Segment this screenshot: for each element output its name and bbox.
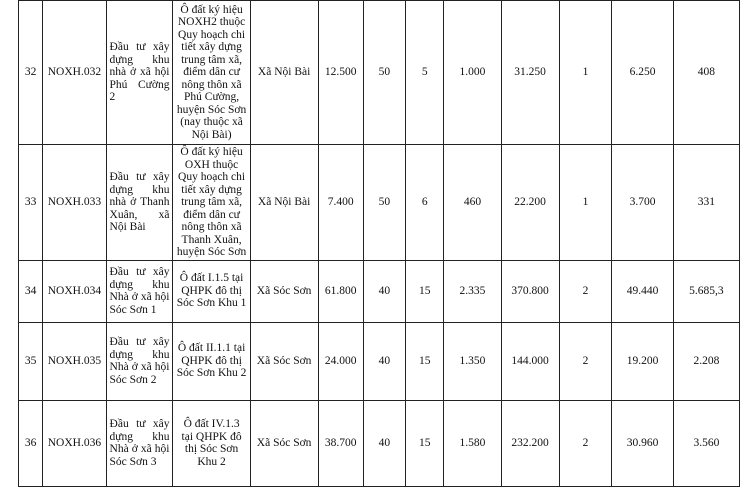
value-col-4: 31.250	[501, 1, 559, 145]
row-number: 35	[19, 322, 43, 400]
value-col-6: 30.960	[612, 400, 674, 486]
table-row	[19, 322, 740, 400]
value-col-5: 1	[559, 1, 612, 145]
value-col-5: 2	[559, 260, 612, 322]
value-col-6: 19.200	[612, 322, 674, 400]
value-col-6: 6.250	[612, 1, 674, 145]
value-col-2: 15	[406, 260, 444, 322]
row-number: 34	[19, 260, 43, 322]
table-row	[19, 400, 740, 486]
value-col-3: 460	[444, 145, 501, 261]
row-number: 33	[19, 145, 43, 261]
project-code: NOXH.036	[43, 400, 106, 486]
project-location: Ô đất IV.1.3 tại QHPK đô thị Sóc Sơn Khu 2	[173, 400, 250, 486]
value-col-7: 5.685,3	[673, 260, 739, 322]
housing-projects-table	[18, 0, 740, 487]
project-code: NOXH.034	[43, 260, 106, 322]
value-col-1: 50	[363, 1, 405, 145]
project-code: NOXH.035	[43, 322, 106, 400]
row-number: 32	[19, 1, 43, 145]
value-col-1: 40	[363, 400, 405, 486]
value-col-4: 232.200	[501, 400, 559, 486]
value-col-4: 22.200	[501, 145, 559, 261]
project-name: Đầu tư xây dựng khu nhà ở Thanh Xuân, xã Nội Bài	[106, 145, 173, 261]
commune-name: Xã Sóc Sơn	[250, 400, 318, 486]
value-col-5: 2	[559, 400, 612, 486]
project-code: NOXH.032	[43, 1, 106, 145]
project-name: Đầu tư xây dựng khu nhà ở xã hội Phú Cường 2	[106, 1, 173, 145]
value-col-2: 6	[406, 145, 444, 261]
project-location: Ô đất ký hiệu NOXH2 thuộc Quy hoạch chi tiết xây dựng trung tâm xã, điểm dân cư nông thôn xã Phú Cường, huyện Sóc Sơn (nay thuộc xã Nội Bài)	[173, 1, 250, 145]
project-code: NOXH.033	[43, 145, 106, 261]
value-col-3: 1.580	[444, 400, 501, 486]
land-area: 12.500	[318, 1, 363, 145]
value-col-1: 50	[363, 145, 405, 261]
project-location: Ô đất I.1.5 tại QHPK đô thị Sóc Sơn Khu 1	[173, 260, 250, 322]
value-col-5: 2	[559, 322, 612, 400]
value-col-2: 5	[406, 1, 444, 145]
value-col-5: 1	[559, 145, 612, 261]
value-col-7: 3.560	[673, 400, 739, 486]
land-area: 24.000	[318, 322, 363, 400]
value-col-1: 40	[363, 322, 405, 400]
value-col-7: 331	[673, 145, 739, 261]
table-row	[19, 145, 740, 261]
value-col-6: 49.440	[612, 260, 674, 322]
row-number: 36	[19, 400, 43, 486]
commune-name: Xã Sóc Sơn	[250, 260, 318, 322]
value-col-2: 15	[406, 400, 444, 486]
land-area: 61.800	[318, 260, 363, 322]
project-name: Đầu tư xây dựng khu Nhà ở xã hội Sóc Sơn 2	[106, 322, 173, 400]
value-col-4: 370.800	[501, 260, 559, 322]
project-name: Đầu tư xây dựng khu Nhà ở xã hội Sóc Sơn 1	[106, 260, 173, 322]
value-col-3: 1.350	[444, 322, 501, 400]
project-location: Ô đất II.1.1 tại QHPK đô thị Sóc Sơn Khu 2	[173, 322, 250, 400]
value-col-3: 1.000	[444, 1, 501, 145]
project-location: Ô đất ký hiệu OXH thuộc Quy hoạch chi tiết xây dựng trung tâm xã, điểm dân cư nông thôn xã Thanh Xuân, huyện Sóc Sơn	[173, 145, 250, 261]
table-row	[19, 260, 740, 322]
value-col-4: 144.000	[501, 322, 559, 400]
commune-name: Xã Nội Bài	[250, 1, 318, 145]
table-row	[19, 1, 740, 145]
value-col-3: 2.335	[444, 260, 501, 322]
value-col-6: 3.700	[612, 145, 674, 261]
commune-name: Xã Nội Bài	[250, 145, 318, 261]
value-col-7: 408	[673, 1, 739, 145]
project-name: Đầu tư xây dựng khu Nhà ở xã hội Sóc Sơn 3	[106, 400, 173, 486]
value-col-1: 40	[363, 260, 405, 322]
commune-name: Xã Sóc Sơn	[250, 322, 318, 400]
land-area: 38.700	[318, 400, 363, 486]
value-col-2: 15	[406, 322, 444, 400]
value-col-7: 2.208	[673, 322, 739, 400]
land-area: 7.400	[318, 145, 363, 261]
